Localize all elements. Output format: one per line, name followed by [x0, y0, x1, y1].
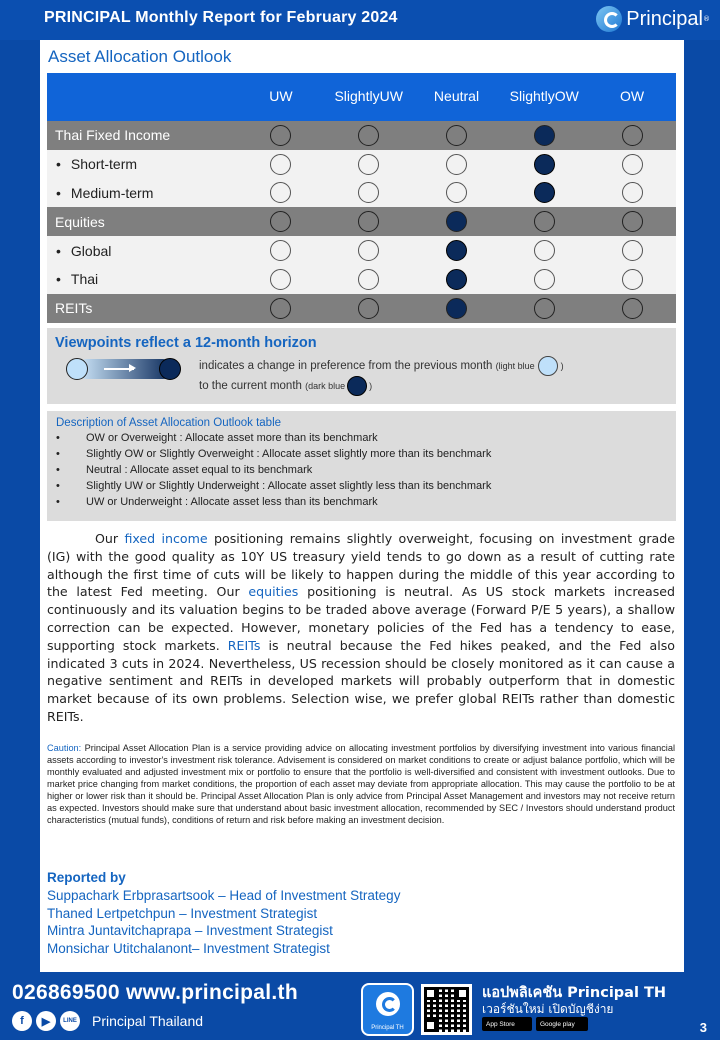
viewpoint-legend-box	[47, 328, 676, 404]
section-title: Asset Allocation Outlook	[48, 47, 232, 66]
row-label-text: Thai Fixed Income	[55, 127, 171, 144]
rating-cell	[588, 269, 676, 290]
footer	[0, 972, 720, 1040]
rating-cell	[588, 182, 676, 203]
rating-cell	[588, 298, 676, 319]
reporter-name: Monsichar Utitchalanont– Investment Strategist	[47, 940, 330, 956]
rating-dot-icon	[622, 154, 643, 175]
rating-cell	[237, 182, 325, 203]
commentary-part-1: Our	[95, 531, 125, 546]
rating-cell	[413, 182, 501, 203]
description-item: • Slightly UW or Slightly Underweight : Allocate asset slightly less than its benchmark	[56, 478, 667, 494]
app-title: แอปพลิเคชัน Principal TH	[482, 985, 667, 1001]
reporter-name: Thaned Lertpetchpun – Investment Strategist	[47, 905, 318, 921]
description-title: Description of Asset Allocation Outlook table	[56, 417, 282, 429]
rating-dot-icon	[270, 154, 291, 175]
youtube-icon[interactable]: ▶	[36, 1011, 56, 1031]
rating-dot-icon	[622, 298, 643, 319]
light-blue-circle-icon	[66, 358, 88, 380]
subcategory-row	[47, 179, 676, 208]
page-number: 3	[699, 1020, 707, 1035]
row-label-text: Medium-term	[70, 184, 154, 201]
rating-cell	[500, 125, 588, 146]
row-label-text: Thai	[70, 271, 99, 288]
report-page	[40, 40, 684, 972]
row-label	[47, 271, 237, 287]
subcategory-row	[47, 265, 676, 294]
reported-by-section	[47, 870, 400, 957]
rating-cell	[325, 154, 413, 175]
column-header	[500, 73, 588, 121]
light-blue-dot-icon	[538, 356, 558, 376]
rating-cell	[325, 240, 413, 261]
caution-text: Principal Asset Allocation Plan is a service providing advice on allocating investment portfolios by diversifying investment into various financial assets according to investor's investment risk tolerance. Advisement is considered on market conditions to create or adjust balance portfolio, which will be monthly evaluated and adjusted investment mix or portfolio to ensure that the portfolio is well-diversified and consistent with investment outlooks. Due to market price changing from market conditions, the proportion of each asset may deviate from appropriate allocation. This may cause the portfolio to be at higher or lower risk than it should be. Principal Asset Allocation Plan is only advice from Principal Asset Management and investors may not receive return as expected. Investors should make sure that understand about basic investment allocation, recommended by SEC / Investors should understand product characteristics (mutual funds), conditions of return and risk before making an investment decision.	[47, 743, 675, 825]
description-item: • UW or Underweight : Allocate asset less than its benchmark	[56, 494, 667, 510]
caution-label: Caution:	[47, 743, 82, 753]
description-box	[47, 411, 676, 521]
google-play-badge[interactable]	[536, 1017, 588, 1031]
selected-rating-dot-icon	[534, 182, 555, 203]
rating-dot-icon	[270, 211, 291, 232]
reits-highlight: REITs	[227, 637, 261, 653]
commentary-part-4: is neutral because the Fed hikes peaked, and the Fed also indicated 3 cuts in 2024. Nevertheless, US recession should be closely monitored as it can cause a negative sentiment and REITs in developed markets will probably outperform that in domestic market because of its own problems. Selection wise, we prefer global REITs rather than domestic REITs.	[47, 637, 675, 724]
facebook-icon[interactable]: f	[12, 1011, 32, 1031]
rating-cell	[413, 269, 501, 290]
dark-blue-circle-icon	[159, 358, 181, 380]
rating-dot-icon	[622, 240, 643, 261]
viewpoint-line-2	[199, 376, 372, 396]
bullet-icon: •	[56, 242, 61, 259]
selected-rating-dot-icon	[446, 240, 467, 261]
reporter-name: Mintra Juntavitchaprapa – Investment Strategist	[47, 923, 333, 939]
rating-dot-icon	[358, 211, 379, 232]
category-row	[47, 121, 676, 150]
rating-cell	[500, 154, 588, 175]
rating-dot-icon	[622, 269, 643, 290]
rating-dot-icon	[358, 154, 379, 175]
qr-corner-icon	[424, 987, 437, 1000]
social-links	[12, 1011, 203, 1031]
rating-cell	[500, 211, 588, 232]
rating-cell	[237, 154, 325, 175]
selected-rating-dot-icon	[446, 211, 467, 232]
reported-by-title: Reported by	[47, 870, 126, 885]
rating-dot-icon	[270, 182, 291, 203]
rating-cell	[325, 298, 413, 319]
rating-cell	[588, 211, 676, 232]
row-label	[47, 214, 237, 230]
rating-cell	[588, 154, 676, 175]
rating-cell	[413, 154, 501, 175]
viewpoint-title: Viewpoints reflect a 12-month horizon	[55, 335, 317, 351]
reporter-name: Suppachark Erbprasartsook – Head of Investment Strategy	[47, 888, 401, 903]
google-play-label: Google play	[540, 1020, 575, 1028]
viewpoint-line-1-text: indicates a change in preference from the previous month	[199, 360, 493, 373]
rating-dot-icon	[534, 269, 555, 290]
rating-dot-icon	[358, 125, 379, 146]
column-header-text: OW	[554, 88, 579, 105]
row-label	[47, 300, 237, 316]
rating-cell	[325, 211, 413, 232]
column-header-text: Slightly	[334, 88, 380, 105]
viewpoint-line-1	[199, 356, 564, 376]
caution-disclaimer	[47, 742, 675, 826]
bullet-icon: •	[56, 271, 61, 288]
selected-rating-dot-icon	[534, 154, 555, 175]
brand-name: Principal	[626, 7, 703, 30]
viewpoint-line-2-text: to the current month	[199, 380, 302, 393]
column-header	[588, 73, 676, 121]
rating-dot-icon	[358, 298, 379, 319]
subcategory-row	[47, 150, 676, 179]
rating-dot-icon	[270, 269, 291, 290]
change-indicator-legend	[66, 358, 181, 380]
dark-blue-dot-icon	[347, 376, 367, 396]
social-label: Principal Thailand	[92, 1013, 204, 1029]
rating-cell	[413, 240, 501, 261]
rating-cell	[500, 182, 588, 203]
selected-rating-dot-icon	[446, 269, 467, 290]
selected-rating-dot-icon	[446, 298, 467, 319]
rating-dot-icon	[358, 182, 379, 203]
commentary-paragraph	[47, 530, 675, 726]
bullet-icon: •	[56, 156, 61, 173]
column-header-text: Neutral	[433, 88, 480, 105]
report-title: PRINCIPAL Monthly Report for February 2024	[44, 9, 398, 26]
app-subtitle: เวอร์ชันใหม่ เปิดบัญชีง่าย	[482, 1002, 614, 1016]
row-label	[47, 127, 237, 143]
rating-cell	[413, 125, 501, 146]
description-list	[56, 430, 667, 510]
rating-cell	[413, 211, 501, 232]
rating-dot-icon	[622, 211, 643, 232]
description-item: • Slightly OW or Slightly Overweight : Allocate asset slightly more than its benchmark	[56, 446, 667, 462]
close-paren-2: )	[369, 381, 373, 392]
rating-dot-icon	[270, 125, 291, 146]
rating-dot-icon	[270, 240, 291, 261]
row-label-text: Short-term	[70, 156, 138, 173]
subcategory-row	[47, 236, 676, 265]
principal-logo-icon	[596, 6, 622, 32]
equities-highlight: equities	[248, 584, 299, 600]
row-label-text: Equities	[55, 213, 105, 230]
description-item: • Neutral : Allocate asset equal to its benchmark	[56, 462, 667, 478]
rating-cell	[237, 298, 325, 319]
rating-cell	[237, 125, 325, 146]
close-paren-1: )	[560, 361, 564, 372]
rating-dot-icon	[534, 240, 555, 261]
rating-cell	[325, 125, 413, 146]
viewpoint-line-1-paren: (light blue	[495, 361, 535, 372]
app-icon[interactable]	[361, 983, 414, 1036]
rating-cell	[500, 269, 588, 290]
description-item: • OW or Overweight : Allocate asset more than its benchmark	[56, 430, 667, 446]
report-header	[0, 0, 720, 40]
fixed-income-highlight: fixed income	[124, 531, 208, 546]
row-label-text: REITs	[55, 300, 93, 317]
rating-cell	[413, 298, 501, 319]
category-row	[47, 207, 676, 236]
rating-dot-icon	[446, 125, 467, 146]
rating-cell	[237, 269, 325, 290]
registered-mark: ®	[703, 15, 710, 23]
row-label	[47, 156, 237, 172]
rating-dot-icon	[534, 298, 555, 319]
line-icon[interactable]: LINE	[60, 1011, 80, 1031]
rating-cell	[500, 298, 588, 319]
selected-rating-dot-icon	[534, 125, 555, 146]
table-header-row	[47, 73, 676, 121]
category-row	[47, 294, 676, 323]
rating-dot-icon	[358, 269, 379, 290]
qr-code[interactable]	[421, 984, 472, 1035]
rating-cell	[237, 211, 325, 232]
column-header-text: UW	[379, 88, 403, 105]
bullet-icon: •	[56, 184, 61, 201]
arrow-right-icon	[104, 368, 134, 370]
header-blank	[47, 73, 237, 121]
principal-app-logo-icon	[376, 992, 400, 1016]
app-icon-label: Principal TH	[371, 1025, 404, 1031]
contact-info[interactable]: 026869500 www.principal.th	[12, 981, 298, 1004]
rating-dot-icon	[446, 154, 467, 175]
rating-dot-icon	[534, 211, 555, 232]
viewpoint-line-2-paren: (dark blue	[305, 381, 346, 392]
rating-dot-icon	[622, 125, 643, 146]
rating-cell	[325, 182, 413, 203]
qr-corner-icon	[456, 987, 469, 1000]
rating-cell	[237, 240, 325, 261]
qr-corner-icon	[424, 1019, 437, 1032]
row-label	[47, 243, 237, 259]
commentary-part-2: positioning remains slightly overweight, focusing on investment grade (IG) with the good quality as 10Y US treasury yield tends to go down as a result of cutting rate although the first time of cuts will be likely to happen during the middle of this year according to the latest Fed meeting. Our	[47, 531, 675, 600]
rating-cell	[325, 269, 413, 290]
rating-cell	[588, 240, 676, 261]
commentary-part-3: positioning is neutral. As US stock markets increased continuously and its valuation begins to be traded above average (Forward P/E 5 years), a shallow correction can be expected. However, monetary policies of the Fed has a tendency to ease, supporting stock markets.	[47, 584, 675, 653]
column-header-text: Slightly	[509, 88, 555, 105]
rating-dot-icon	[358, 240, 379, 261]
column-header	[237, 73, 325, 121]
rating-cell	[500, 240, 588, 261]
app-store-badge[interactable]	[482, 1017, 532, 1031]
rating-dot-icon	[270, 298, 291, 319]
column-header	[413, 73, 501, 121]
column-header-text: UW	[269, 88, 293, 105]
principal-logo	[596, 6, 710, 32]
column-header	[325, 73, 413, 121]
app-store-label: App Store	[486, 1020, 515, 1028]
rating-dot-icon	[446, 182, 467, 203]
column-header-text: OW	[620, 88, 645, 105]
rating-dot-icon	[622, 182, 643, 203]
row-label	[47, 185, 237, 201]
rating-cell	[588, 125, 676, 146]
asset-allocation-table	[47, 73, 676, 323]
row-label-text: Global	[70, 242, 112, 259]
